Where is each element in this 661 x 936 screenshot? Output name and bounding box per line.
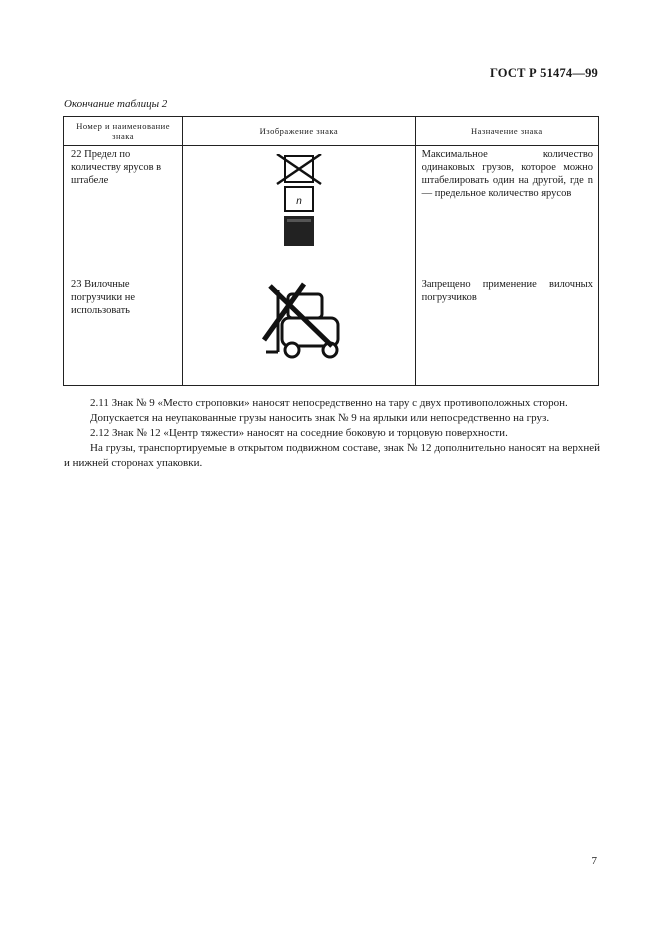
paragraph: 2.12 Знак № 12 «Центр тяжести» наносят на соседние боковую и торцовую поверхности.	[90, 427, 508, 439]
stacking-limit-icon	[269, 154, 329, 254]
paragraph: 2.11 Знак № 9 «Место строповки» наносят непосредственно на тару с двух противоположных сторон.	[90, 397, 568, 409]
sign-name: 23 Вилочные погрузчики не использовать	[71, 279, 135, 316]
sign-purpose-cell	[415, 146, 598, 386]
column-header-purpose: Назначение знака	[415, 117, 598, 146]
document-code: ГОСТ Р 51474—99	[489, 66, 598, 80]
table-bottom-border	[64, 385, 599, 386]
body-text	[64, 396, 600, 471]
sign-purpose: Запрещено применение вилочных погрузчиков	[421, 279, 593, 303]
page-number: 7	[591, 855, 597, 867]
table-row	[64, 146, 599, 386]
column-header-image: Изображение знака	[183, 117, 415, 146]
tier-count-label: n	[296, 196, 302, 207]
sign-name-cell	[64, 146, 183, 386]
sign-image-cell	[183, 146, 415, 386]
column-header-name: Номер и наименование знака	[64, 117, 183, 146]
no-forklift-icon	[244, 276, 354, 371]
paragraph: На грузы, транспортируемые в открытом подвижном составе, знак № 12 дополнительно наносят на верхней и нижней сторонах упаковки.	[64, 442, 600, 469]
table-caption: Окончание таблицы 2	[64, 98, 168, 110]
table-header-row	[64, 117, 599, 146]
paragraph: Допускается на неупакованные грузы наносить знак № 9 на ярлыки или непосредственно на груз.	[90, 412, 550, 424]
signs-table	[63, 116, 599, 386]
sign-purpose: Максимальное количество одинаковых грузов, которое можно штабелировать один на другой, где n — предельное количество ярусов	[421, 149, 593, 199]
sign-name: 22 Предел по количеству ярусов в штабеле	[71, 149, 162, 186]
